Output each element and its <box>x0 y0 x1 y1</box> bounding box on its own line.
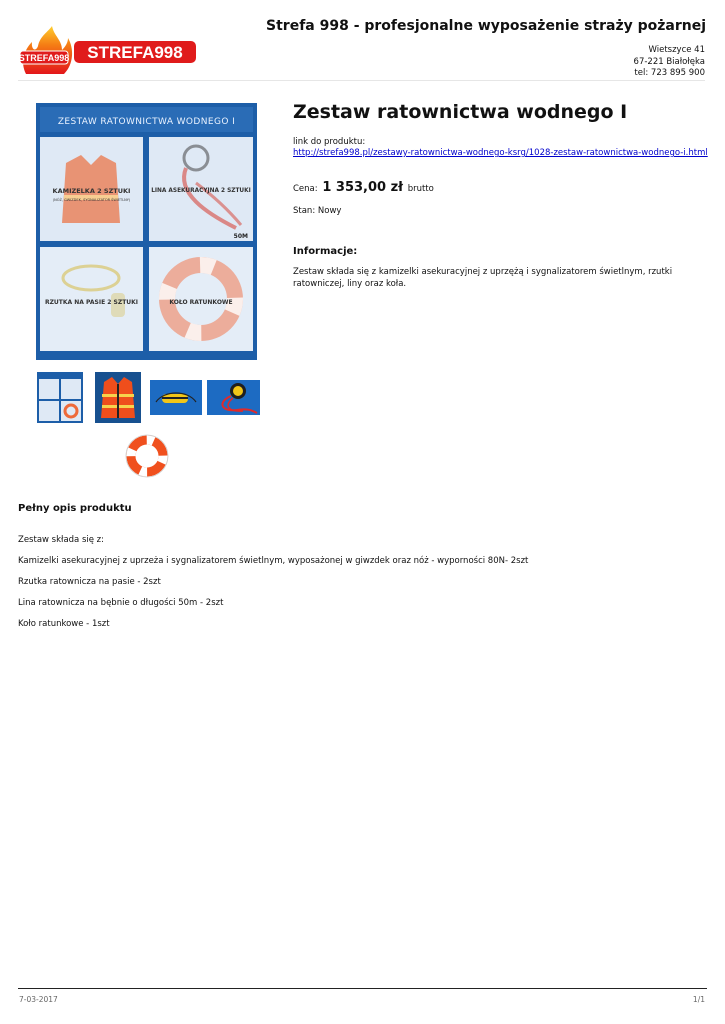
product-link-label: link do produktu: <box>293 137 366 147</box>
thumbnail-vest[interactable] <box>95 372 141 423</box>
description-heading: Pełny opis produktu <box>18 503 132 514</box>
address-street: Wietszyce 41 <box>648 45 705 55</box>
condition-value: Nowy <box>317 206 342 216</box>
product-link[interactable]: http://strefa998.pl/zestawy-ratownictwa-wodnego-ksrg/1028-zestaw-ratownictwa-wodnego-i.html <box>293 148 708 158</box>
main-image-banner: ZESTAW RATOWNICTWA WODNEGO I <box>57 117 236 127</box>
thumbnail-rope-drum[interactable] <box>207 380 260 415</box>
page-number: 1/1 <box>692 995 705 1004</box>
footer-date: 7-03-2017 <box>19 995 58 1004</box>
description-line: Lina ratownicza na bębnie o długości 50m - 2szt <box>18 598 224 608</box>
description-line: Koło ratunkowe - 1szt <box>18 619 110 629</box>
footer-divider <box>18 988 707 989</box>
tile-rope-length: 50M <box>233 233 248 240</box>
phone-number: tel: 723 895 900 <box>634 68 705 78</box>
price-value: 1 353,00 zł <box>322 180 403 195</box>
company-logo[interactable] <box>18 24 198 76</box>
thumbnail-set-overview[interactable] <box>37 372 83 423</box>
condition-row <box>293 206 341 216</box>
product-title: Zestaw ratownictwa wodnego I <box>293 101 628 123</box>
product-main-image[interactable] <box>36 103 257 360</box>
logo-text: STREFA998 <box>87 43 183 62</box>
tile-throwbag-label: RZUTKA NA PASIE 2 SZTUKI <box>44 299 139 306</box>
thumbnail-throw-bag[interactable] <box>150 380 202 415</box>
info-heading: Informacje: <box>293 246 358 257</box>
address-city: 67-221 Białołęka <box>633 56 705 67</box>
site-title: Strefa 998 - profesjonalne wyposażenie straży pożarnej <box>266 18 706 34</box>
tile-lifebuoy-label: KOŁO RATUNKOWE <box>169 299 233 306</box>
tile-vest-label: KAMIZELKA 2 SZTUKI <box>52 187 131 195</box>
logo-badge-text: STREFA998 <box>18 53 70 63</box>
price-suffix: brutto <box>407 184 434 194</box>
thumbnail-lifebuoy[interactable] <box>122 432 172 480</box>
description-line: Zestaw składa się z: <box>18 535 105 545</box>
condition-label: Stan: <box>293 206 316 216</box>
tile-vest-sublabel: (NÓŻ, GWIZDEK, SYGNALIZATOR ŚWIETLNY) <box>52 198 131 202</box>
price-label: Cena: <box>293 184 318 194</box>
description-line: Rzutka ratownicza na pasie - 2szt <box>18 577 161 587</box>
header-divider <box>18 80 705 81</box>
info-text: Zestaw składa się z kamizelki asekuracyjnej z uprzężą i sygnalizatorem świetlnym, rzutki ratowniczej, liny oraz koła. <box>293 267 673 289</box>
company-contact <box>634 45 705 80</box>
price-row <box>293 180 434 195</box>
tile-rope-label: LINA ASEKURACYJNA 2 SZTUKI <box>151 188 251 194</box>
description-line: Kamizelki asekuracyjnej z uprzeża i sygnalizatorem świetlnym, wyposażonej w giwzdek oraz nóż - wyporności 80N- 2szt <box>18 556 529 566</box>
